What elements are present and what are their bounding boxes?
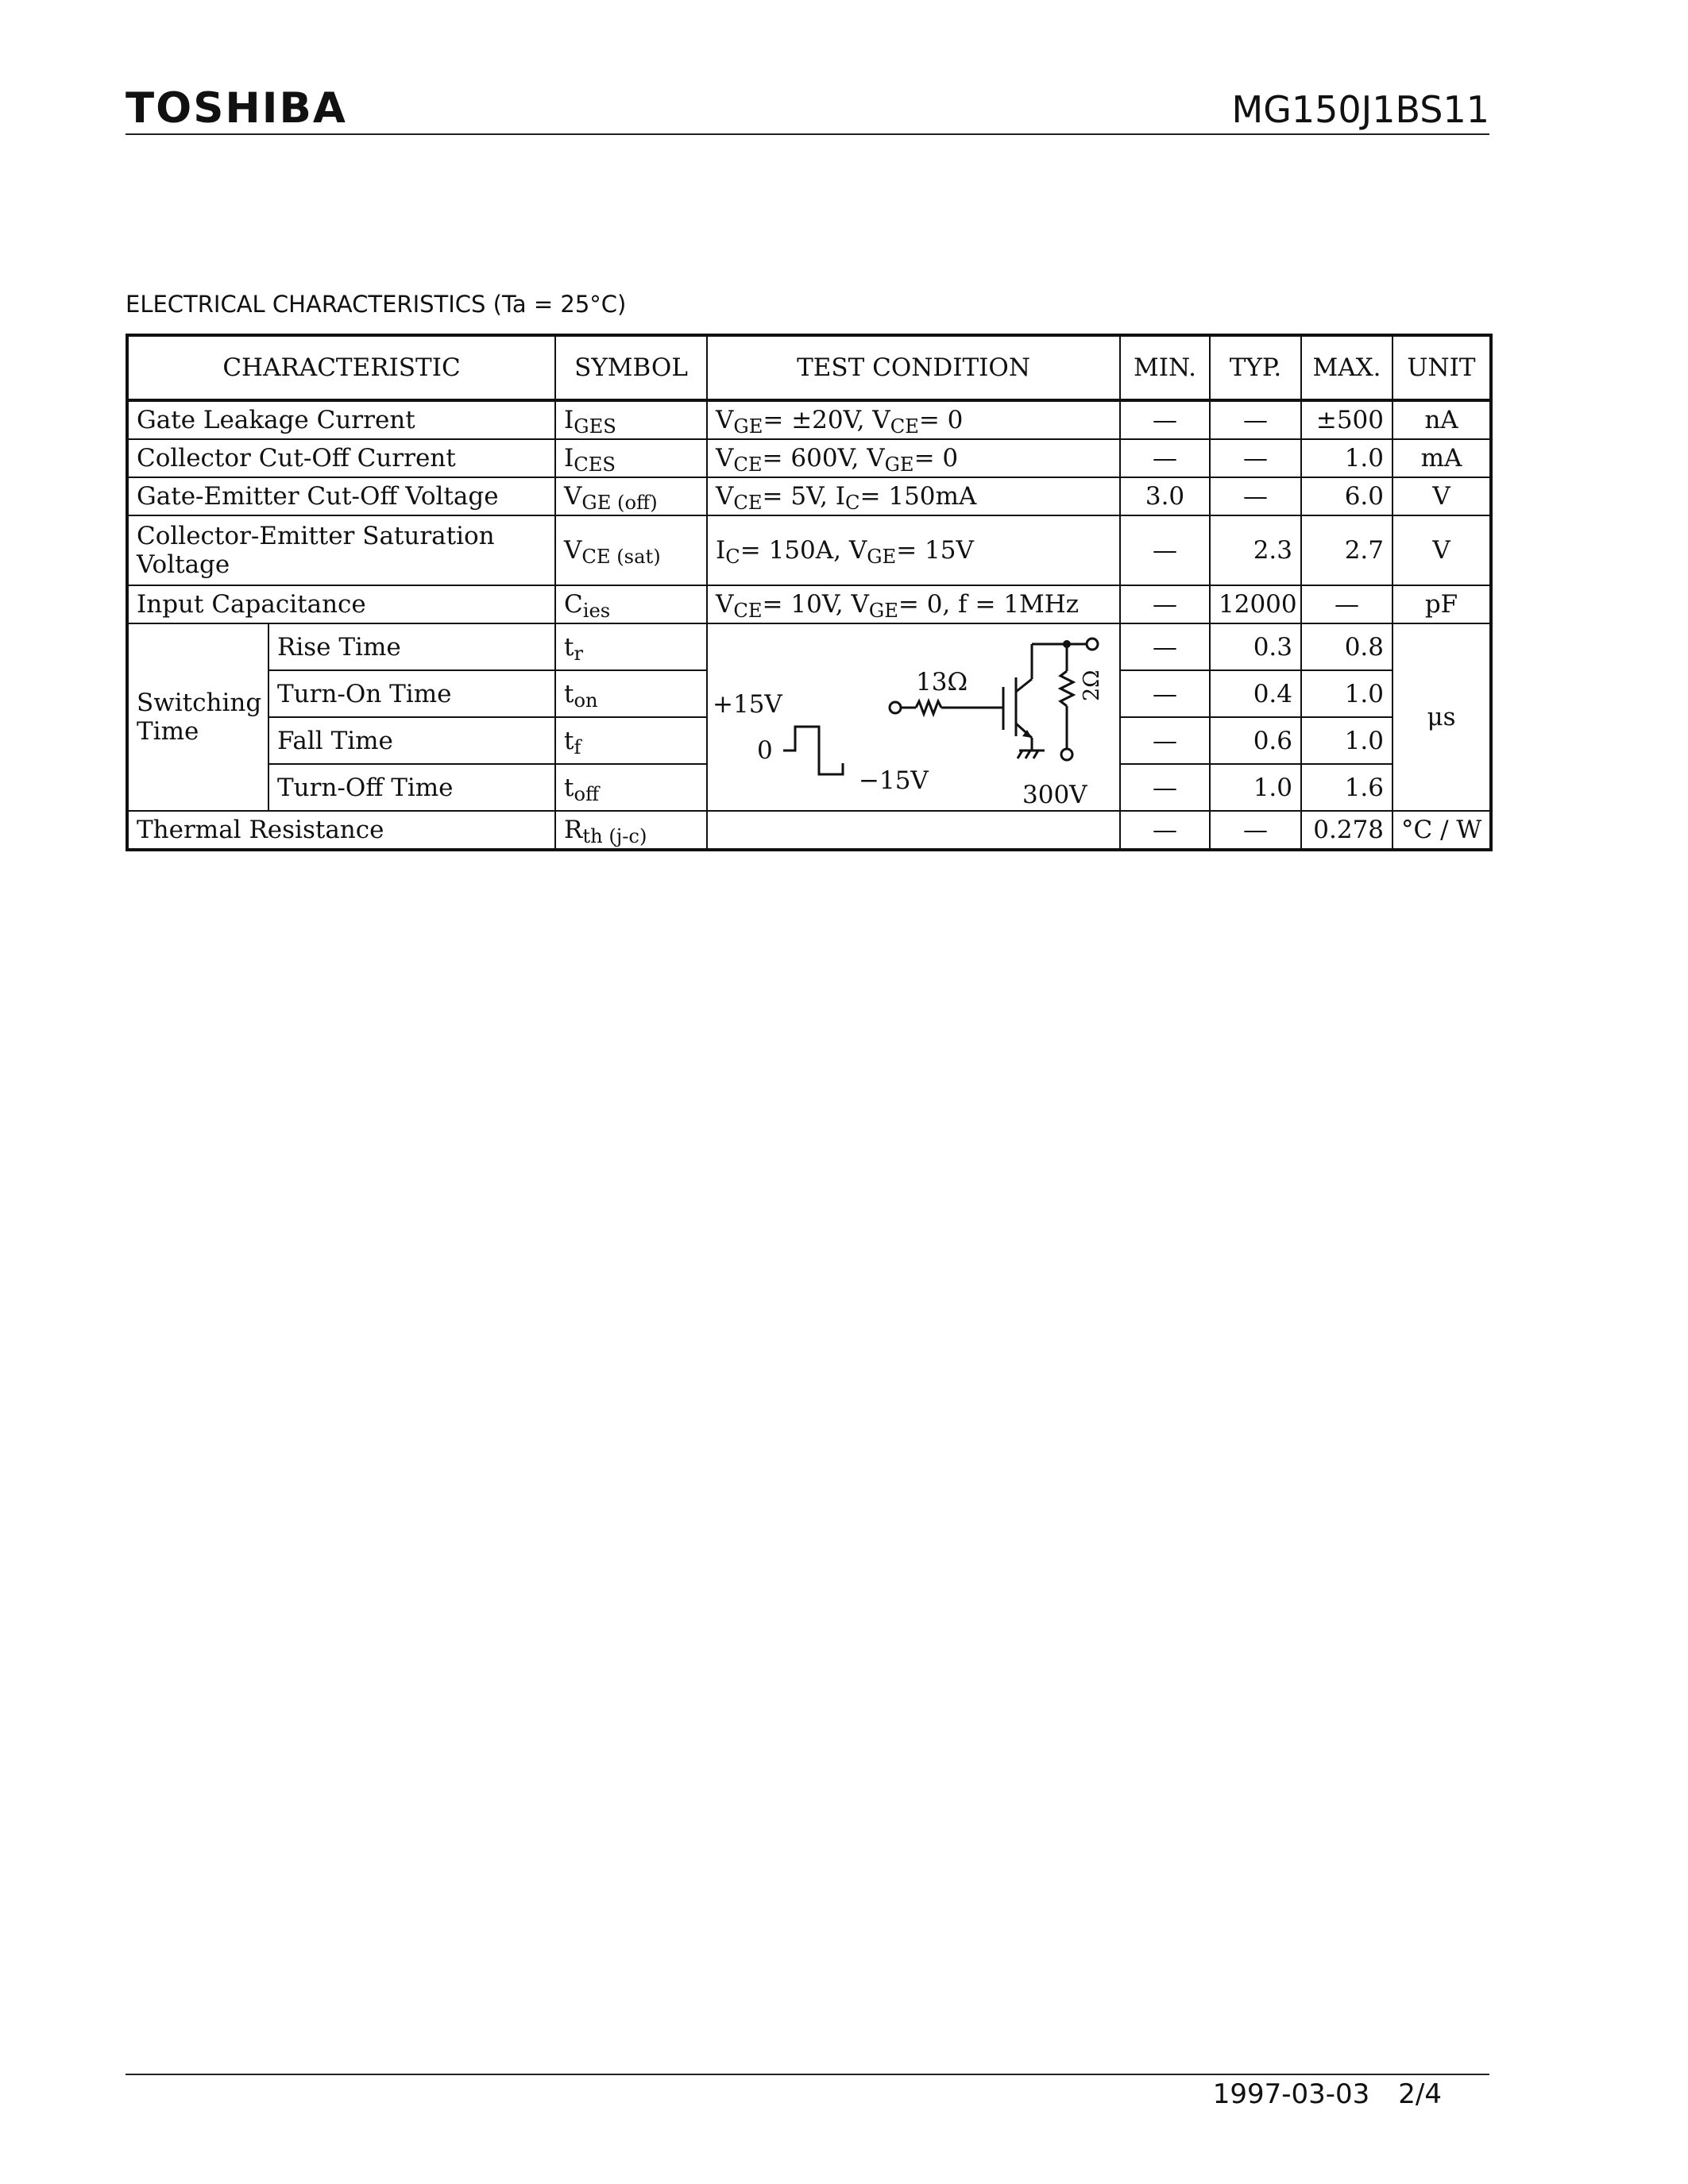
supply-voltage-label: 300V	[1022, 781, 1087, 809]
min-cell: —	[1120, 439, 1210, 477]
col-typ: TYP.	[1210, 335, 1301, 400]
max-cell: —	[1301, 585, 1393, 623]
gate-resistor-label: 13Ω	[916, 668, 968, 696]
characteristic-cell: Rise Time	[268, 623, 555, 670]
max-cell: 1.6	[1301, 764, 1393, 811]
min-cell: —	[1120, 515, 1210, 585]
symbol-cell: $t_f$	[555, 717, 707, 764]
min-cell: —	[1120, 764, 1210, 811]
typ-cell: —	[1210, 811, 1301, 850]
part-number: MG150J1BS11	[1231, 88, 1489, 131]
condition-cell: $V_{CE}= 600V$, $V_{GE}= 0$	[707, 439, 1120, 477]
typ-cell: —	[1210, 477, 1301, 515]
typ-cell: —	[1210, 400, 1301, 439]
unit-cell: mA	[1393, 439, 1491, 477]
pulse-zero-label: 0	[757, 736, 773, 765]
condition-cell: $V_{GE}= \pm 20V$, $V_{CE}= 0$	[707, 400, 1120, 439]
footer-date: 1997-03-03	[1212, 2078, 1370, 2110]
symbol-cell: $V_{CE (sat)}$	[555, 515, 707, 585]
switching-time-group: Switching Time	[127, 623, 268, 811]
min-cell: —	[1120, 717, 1210, 764]
igbt-collector	[1016, 679, 1032, 692]
symbol-cell: $C_{ies}$	[555, 585, 707, 623]
pulse-low-label: −15V	[859, 766, 929, 795]
col-unit: UNIT	[1393, 335, 1491, 400]
max-cell: 6.0	[1301, 477, 1393, 515]
section-title: ELECTRICAL CHARACTERISTICS (Ta = 25°C)	[126, 291, 627, 318]
symbol-cell: $R_{th (j-c)}$	[555, 811, 707, 850]
max-cell: 2.7	[1301, 515, 1393, 585]
typ-cell: —	[1210, 439, 1301, 477]
typ-cell: 0.6	[1210, 717, 1301, 764]
condition-cell: $I_C= 150A$, $V_{GE}= 15V$	[707, 515, 1120, 585]
typ-cell: 12000	[1210, 585, 1301, 623]
unit-cell: V	[1393, 477, 1491, 515]
supply-terminal	[1061, 749, 1072, 760]
max-cell: 0.278	[1301, 811, 1393, 850]
max-cell: 1.0	[1301, 670, 1393, 717]
symbol-cell: $V_{GE (off)}$	[555, 477, 707, 515]
col-characteristic: CHARACTERISTIC	[127, 335, 555, 400]
symbol-cell: $t_{on}$	[555, 670, 707, 717]
col-symbol: SYMBOL	[555, 335, 707, 400]
typ-cell: 1.0	[1210, 764, 1301, 811]
symbol-cell: $t_r$	[555, 623, 707, 670]
max-cell: 1.0	[1301, 717, 1393, 764]
unit-cell: V	[1393, 515, 1491, 585]
min-cell: —	[1120, 670, 1210, 717]
min-cell: 3.0	[1120, 477, 1210, 515]
col-min: MIN.	[1120, 335, 1210, 400]
typ-cell: 0.3	[1210, 623, 1301, 670]
switching-circuit-diagram	[708, 625, 1120, 809]
characteristic-cell: Collector Cut-Off Current	[127, 439, 555, 477]
unit-cell: pF	[1393, 585, 1491, 623]
table-header-row	[127, 335, 1491, 400]
min-cell: —	[1120, 811, 1210, 850]
pulse-high-label: +15V	[713, 690, 782, 719]
characteristic-cell: Turn-On Time	[268, 670, 555, 717]
max-cell: ±500	[1301, 400, 1393, 439]
brand-logo: TOSHIBA	[126, 84, 347, 133]
min-cell: —	[1120, 400, 1210, 439]
condition-cell: $V_{CE}= 5V$, $I_C= 150mA$	[707, 477, 1120, 515]
typ-cell: 0.4	[1210, 670, 1301, 717]
typ-cell: 2.3	[1210, 515, 1301, 585]
condition-cell: $V_{CE}= 10V$, $V_{GE}= 0$, f = 1MHz	[707, 585, 1120, 623]
collector-output-terminal	[1087, 639, 1098, 650]
min-cell: —	[1120, 623, 1210, 670]
table-row-ge-cutoff-voltage	[127, 477, 1491, 515]
page-header	[126, 84, 1489, 135]
table-row-ce-saturation	[127, 515, 1491, 585]
characteristic-cell: Thermal Resistance	[127, 811, 555, 850]
symbol-cell: $I_{GES}$	[555, 400, 707, 439]
gate-input-terminal	[890, 702, 901, 713]
footer-page-number: 2/4	[1398, 2078, 1442, 2110]
symbol-cell: $I_{CES}$	[555, 439, 707, 477]
electrical-characteristics-table	[126, 334, 1493, 851]
characteristic-cell: Fall Time	[268, 717, 555, 764]
gate-resistor	[916, 701, 941, 714]
characteristic-cell: Gate-Emitter Cut-Off Voltage	[127, 477, 555, 515]
characteristic-cell: Gate Leakage Current	[127, 400, 555, 439]
gate-pulse-waveform	[783, 727, 843, 774]
characteristic-cell: Turn-Off Time	[268, 764, 555, 811]
table-row-thermal-resistance	[127, 811, 1491, 850]
characteristic-cell: Collector-Emitter Saturation Voltage	[127, 515, 555, 585]
collector-node-dot	[1063, 640, 1071, 648]
condition-cell	[707, 811, 1120, 850]
load-resistor	[1060, 671, 1073, 706]
col-test-condition: TEST CONDITION	[707, 335, 1120, 400]
table-row-gate-leakage	[127, 400, 1491, 439]
min-cell: —	[1120, 585, 1210, 623]
page-footer	[126, 2074, 1489, 2110]
table-row-input-capacitance	[127, 585, 1491, 623]
table-row-collector-cutoff	[127, 439, 1491, 477]
load-resistor-label: 2Ω	[1080, 669, 1105, 701]
unit-cell: nA	[1393, 400, 1491, 439]
table-row-rise-time	[127, 623, 1491, 670]
switching-unit-cell: μs	[1393, 623, 1491, 811]
max-cell: 1.0	[1301, 439, 1393, 477]
characteristic-cell: Input Capacitance	[127, 585, 555, 623]
max-cell: 0.8	[1301, 623, 1393, 670]
col-max: MAX.	[1301, 335, 1393, 400]
switching-test-circuit	[707, 623, 1120, 811]
symbol-cell: $t_{off}$	[555, 764, 707, 811]
unit-cell: °C / W	[1393, 811, 1491, 850]
